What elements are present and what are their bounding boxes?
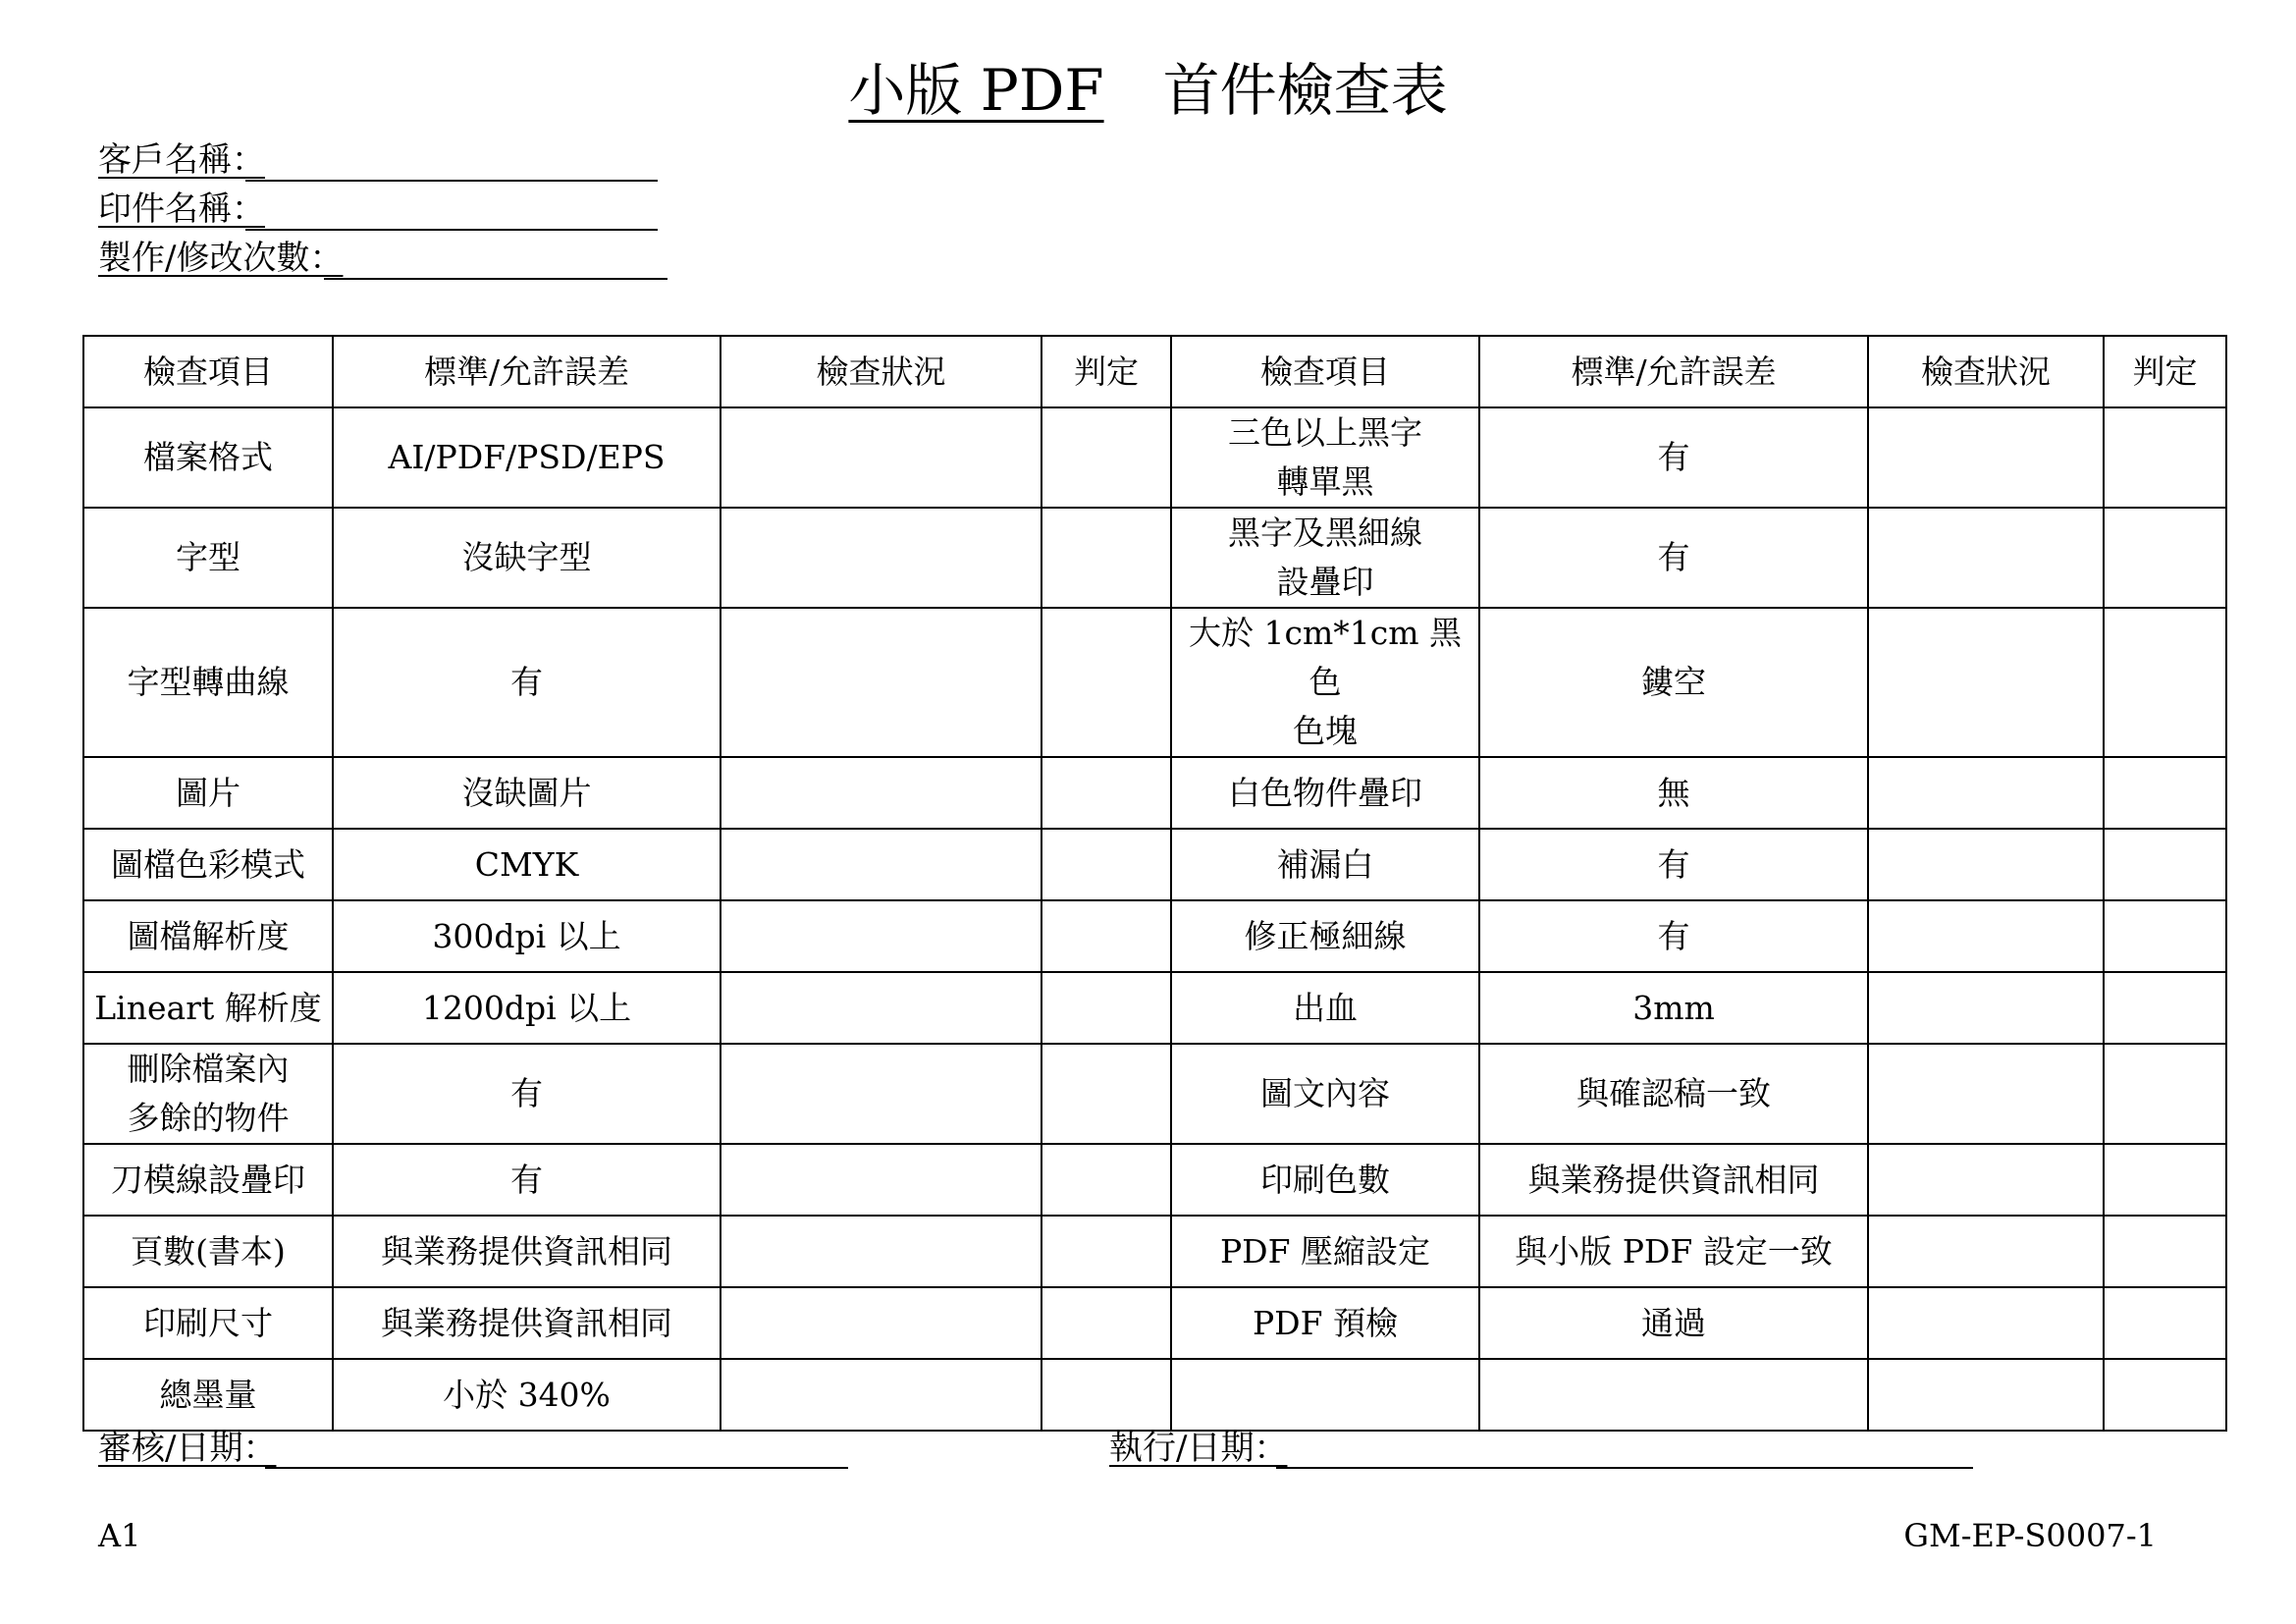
- cell-check-item: 總墨量: [83, 1359, 333, 1431]
- cell-status-input[interactable]: [721, 829, 1041, 900]
- cell-check-item: 圖檔色彩模式: [83, 829, 333, 900]
- table-row: [83, 1144, 2226, 1216]
- header-standard-left: 標準/允許誤差: [333, 336, 721, 407]
- cell-standard: 無: [1479, 757, 1868, 829]
- table-row: [83, 757, 2226, 829]
- revision-count-line[interactable]: [324, 278, 667, 280]
- cell-judgement-input[interactable]: [1041, 829, 1171, 900]
- cell-check-item: 字型轉曲線: [83, 608, 333, 757]
- cell-standard: 與業務提供資訊相同: [333, 1216, 721, 1287]
- cell-check-item: 字型: [83, 508, 333, 608]
- print-name-line[interactable]: [245, 229, 658, 231]
- cell-standard: 沒缺圖片: [333, 757, 721, 829]
- cell-status-input[interactable]: [1868, 757, 2104, 829]
- cell-judgement-input[interactable]: [2104, 972, 2226, 1044]
- header-judgement-left: 判定: [1041, 336, 1171, 407]
- cell-status-input[interactable]: [721, 1287, 1041, 1359]
- cell-status-input[interactable]: [721, 1044, 1041, 1144]
- cell-check-item: 黑字及黑細線 設疊印: [1171, 508, 1479, 608]
- cell-judgement-input[interactable]: [2104, 608, 2226, 757]
- cell-status-input[interactable]: [1868, 1044, 2104, 1144]
- table-row: [83, 900, 2226, 972]
- print-name-label: 印件名稱：: [98, 189, 265, 229]
- cell-judgement-input[interactable]: [2104, 900, 2226, 972]
- cell-status-input[interactable]: [1868, 608, 2104, 757]
- cell-standard: 鏤空: [1479, 608, 1868, 757]
- cell-status-input[interactable]: [721, 1216, 1041, 1287]
- header-judgement-right: 判定: [2104, 336, 2226, 407]
- customer-name-label: 客戶名稱：: [98, 140, 265, 180]
- cell-judgement-input[interactable]: [1041, 1044, 1171, 1144]
- cell-standard: 沒缺字型: [333, 508, 721, 608]
- cell-status-input[interactable]: [721, 407, 1041, 508]
- cell-check-item: 頁數(書本): [83, 1216, 333, 1287]
- cell-judgement-input[interactable]: [2104, 1216, 2226, 1287]
- table-row: [83, 1044, 2226, 1144]
- header-status-right: 檢查狀況: [1868, 336, 2104, 407]
- cell-judgement-input[interactable]: [1041, 407, 1171, 508]
- cell-judgement-input[interactable]: [1041, 900, 1171, 972]
- cell-status-input[interactable]: [1868, 1359, 2104, 1431]
- cell-judgement-input[interactable]: [1041, 508, 1171, 608]
- title-main: 小版 PDF: [848, 57, 1104, 124]
- cell-judgement-input[interactable]: [2104, 508, 2226, 608]
- cell-status-input[interactable]: [721, 508, 1041, 608]
- review-date-label: 審核/日期：: [98, 1429, 277, 1468]
- table-row: [83, 972, 2226, 1044]
- cell-status-input[interactable]: [1868, 1144, 2104, 1216]
- cell-standard: 有: [1479, 508, 1868, 608]
- cell-check-item: 圖檔解析度: [83, 900, 333, 972]
- cell-standard: 小於 340%: [333, 1359, 721, 1431]
- cell-check-item: 修正極細線: [1171, 900, 1479, 972]
- cell-judgement-input[interactable]: [2104, 829, 2226, 900]
- cell-check-item: 大於 1cm*1cm 黑色 色塊: [1171, 608, 1479, 757]
- header-check-item-left: 檢查項目: [83, 336, 333, 407]
- cell-status-input[interactable]: [1868, 972, 2104, 1044]
- cell-check-item: 印刷尺寸: [83, 1287, 333, 1359]
- cell-standard: 有: [1479, 829, 1868, 900]
- cell-standard: 與小版 PDF 設定一致: [1479, 1216, 1868, 1287]
- cell-check-item: PDF 預檢: [1171, 1287, 1479, 1359]
- cell-check-item: 圖片: [83, 757, 333, 829]
- cell-standard: AI/PDF/PSD/EPS: [333, 407, 721, 508]
- execute-date-line[interactable]: [1276, 1467, 1973, 1469]
- cell-standard: 300dpi 以上: [333, 900, 721, 972]
- table-row: [83, 608, 2226, 757]
- cell-standard: CMYK: [333, 829, 721, 900]
- cell-status-input[interactable]: [1868, 1216, 2104, 1287]
- cell-judgement-input[interactable]: [2104, 1044, 2226, 1144]
- cell-judgement-input[interactable]: [1041, 1359, 1171, 1431]
- cell-standard: 有: [333, 608, 721, 757]
- cell-standard: 有: [1479, 900, 1868, 972]
- cell-standard: 與業務提供資訊相同: [333, 1287, 721, 1359]
- cell-judgement-input[interactable]: [2104, 1287, 2226, 1359]
- header-check-item-right: 檢查項目: [1171, 336, 1479, 407]
- cell-check-item: PDF 壓縮設定: [1171, 1216, 1479, 1287]
- cell-standard: 有: [333, 1044, 721, 1144]
- cell-standard: 通過: [1479, 1287, 1868, 1359]
- cell-judgement-input[interactable]: [2104, 407, 2226, 508]
- cell-check-item: 圖文內容: [1171, 1044, 1479, 1144]
- table-row: [83, 508, 2226, 608]
- revision-count-label: 製作/修改次數：: [98, 239, 344, 278]
- cell-check-item: 白色物件疊印: [1171, 757, 1479, 829]
- cell-judgement-input[interactable]: [2104, 1144, 2226, 1216]
- cell-judgement-input[interactable]: [1041, 757, 1171, 829]
- cell-status-input[interactable]: [721, 900, 1041, 972]
- cell-standard: [1479, 1359, 1868, 1431]
- cell-judgement-input[interactable]: [1041, 1216, 1171, 1287]
- inspection-table: [82, 335, 2227, 1432]
- cell-status-input[interactable]: [1868, 900, 2104, 972]
- table-row: [83, 1287, 2226, 1359]
- cell-status-input[interactable]: [721, 972, 1041, 1044]
- document-code: GM-EP-S0007-1: [1903, 1517, 2157, 1554]
- cell-standard: 3mm: [1479, 972, 1868, 1044]
- cell-status-input[interactable]: [1868, 829, 2104, 900]
- cell-check-item: 補漏白: [1171, 829, 1479, 900]
- cell-check-item: [1171, 1359, 1479, 1431]
- cell-check-item: 刪除檔案內 多餘的物件: [83, 1044, 333, 1144]
- page-code: A1: [98, 1517, 141, 1554]
- cell-check-item: Lineart 解析度: [83, 972, 333, 1044]
- cell-check-item: 刀模線設疊印: [83, 1144, 333, 1216]
- cell-judgement-input[interactable]: [2104, 1359, 2226, 1431]
- cell-status-input[interactable]: [721, 1359, 1041, 1431]
- cell-judgement-input[interactable]: [1041, 1287, 1171, 1359]
- table-row: [83, 829, 2226, 900]
- cell-standard: 1200dpi 以上: [333, 972, 721, 1044]
- customer-name-line[interactable]: [245, 180, 658, 182]
- cell-standard: 有: [333, 1144, 721, 1216]
- cell-standard: 與確認稿一致: [1479, 1044, 1868, 1144]
- cell-check-item: 出血: [1171, 972, 1479, 1044]
- cell-check-item: 印刷色數: [1171, 1144, 1479, 1216]
- cell-judgement-input[interactable]: [1041, 1144, 1171, 1216]
- header-status-left: 檢查狀況: [721, 336, 1041, 407]
- execute-date-label: 執行/日期：: [1109, 1429, 1288, 1468]
- table-row: [83, 1216, 2226, 1287]
- cell-judgement-input[interactable]: [1041, 608, 1171, 757]
- table-row: [83, 1359, 2226, 1431]
- cell-judgement-input[interactable]: [2104, 757, 2226, 829]
- header-row: [83, 336, 2226, 407]
- cell-status-input[interactable]: [721, 1144, 1041, 1216]
- cell-judgement-input[interactable]: [1041, 972, 1171, 1044]
- page-title: [0, 51, 2296, 130]
- title-sub: 首件檢查表: [1162, 57, 1448, 124]
- cell-check-item: 三色以上黑字 轉單黑: [1171, 407, 1479, 508]
- cell-standard: 有: [1479, 407, 1868, 508]
- cell-status-input[interactable]: [721, 608, 1041, 757]
- cell-standard: 與業務提供資訊相同: [1479, 1144, 1868, 1216]
- cell-status-input[interactable]: [721, 757, 1041, 829]
- table-row: [83, 407, 2226, 508]
- cell-status-input[interactable]: [1868, 508, 2104, 608]
- cell-status-input[interactable]: [1868, 407, 2104, 508]
- header-standard-right: 標準/允許誤差: [1479, 336, 1868, 407]
- cell-status-input[interactable]: [1868, 1287, 2104, 1359]
- review-date-line[interactable]: [265, 1467, 848, 1469]
- cell-check-item: 檔案格式: [83, 407, 333, 508]
